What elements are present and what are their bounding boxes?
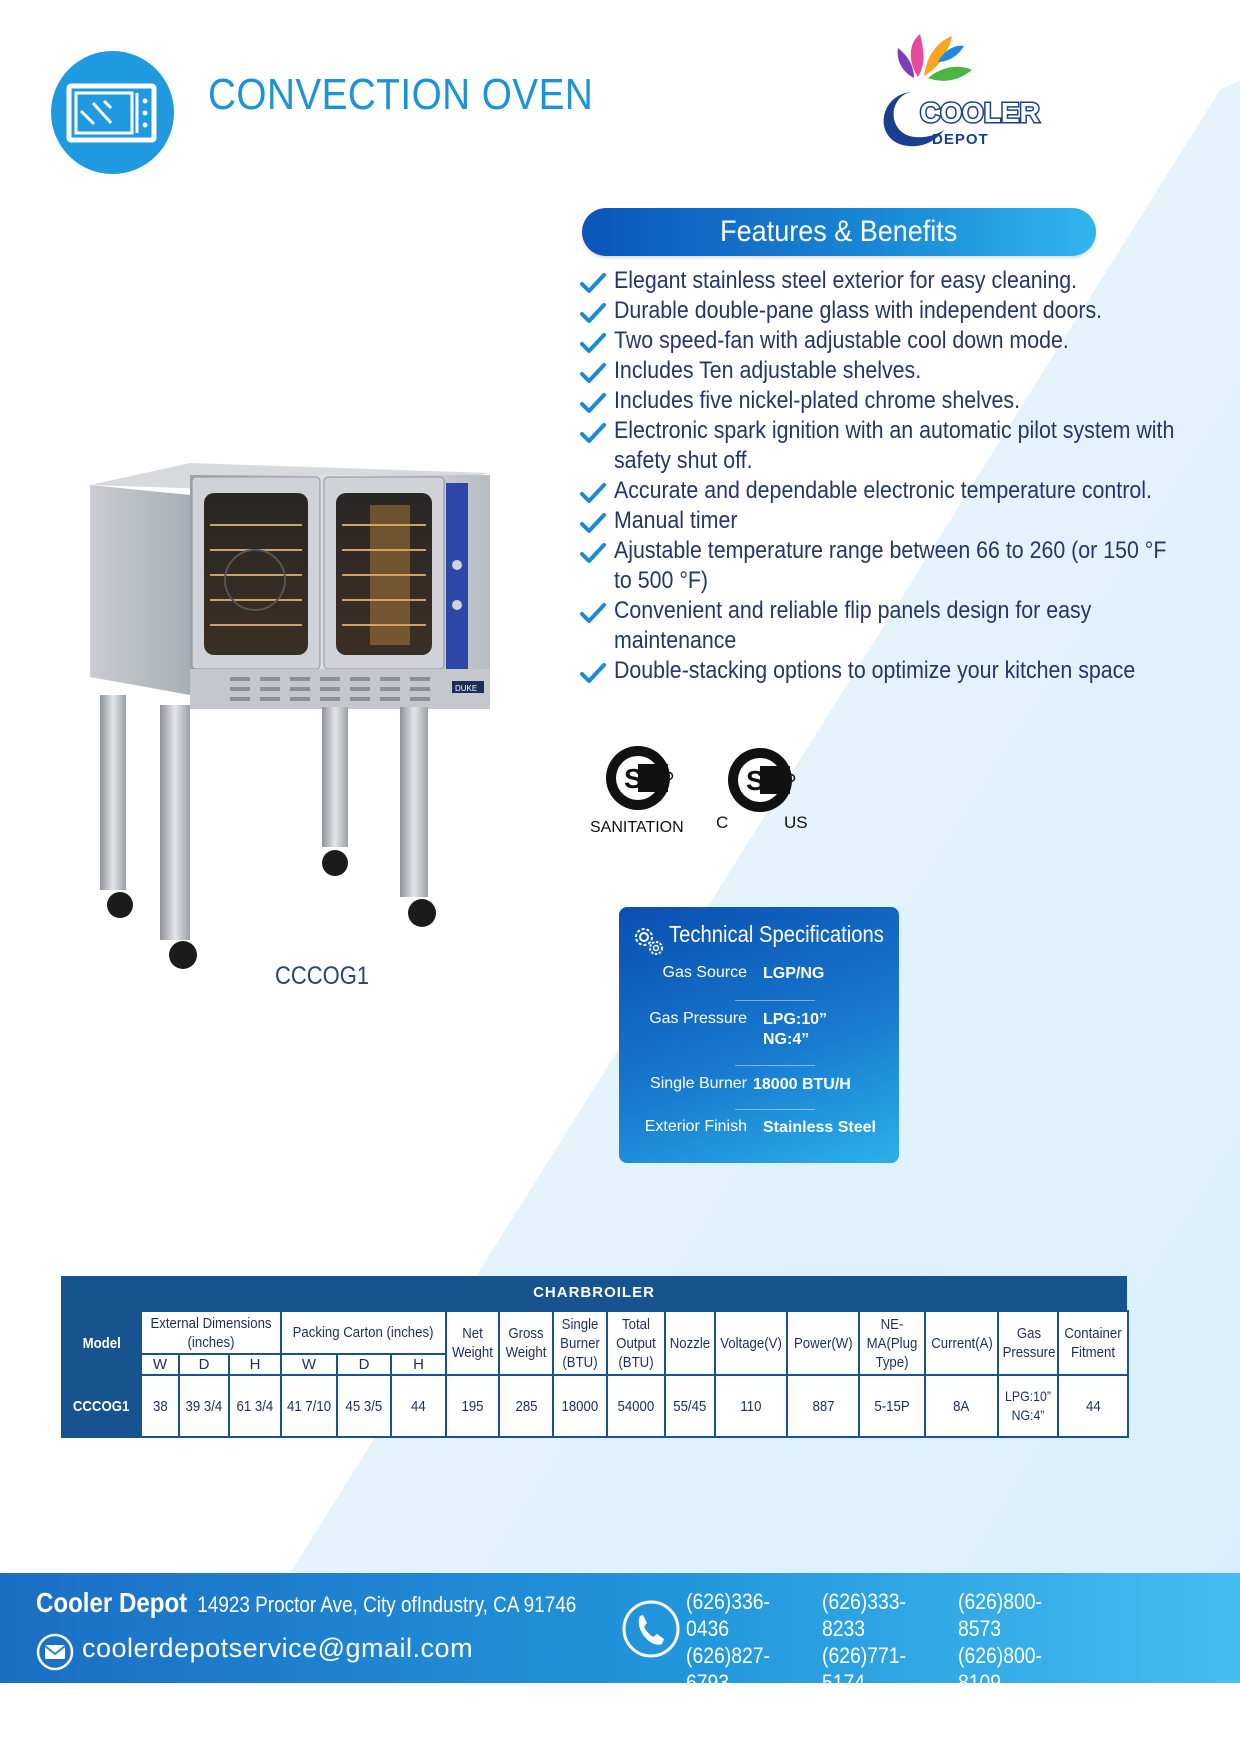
checkmark-icon <box>580 542 606 564</box>
feature-text: Includes five nickel-plated chrome shelves. <box>614 387 1021 414</box>
product-model-caption: CCCOG1 <box>275 962 370 990</box>
header-nozzle: Nozzle <box>665 1311 715 1375</box>
header-packing-carton: Packing Carton (inches) <box>281 1311 446 1354</box>
header-plug-type: NE-MA(Plug Type) <box>859 1311 925 1375</box>
oven-badge-icon <box>51 51 174 174</box>
spec-divider <box>735 1065 815 1066</box>
csa-c-us-mark <box>710 740 820 840</box>
checkmark-icon <box>580 482 606 504</box>
cell-gas: LPG:10” NG:4” <box>998 1375 1058 1437</box>
spec-divider <box>735 1000 815 1001</box>
cell-container: 44 <box>1058 1375 1128 1437</box>
header-net-weight: Net Weight <box>446 1311 499 1375</box>
checkmark-icon <box>580 602 606 624</box>
header-voltage: Voltage(V) <box>715 1311 787 1375</box>
feature-item <box>580 386 1190 416</box>
cell-gross: 285 <box>499 1375 553 1437</box>
phone-number[interactable]: (626)665-1926 <box>958 1697 1042 1749</box>
mail-icon <box>35 1632 75 1672</box>
feature-item <box>580 476 1190 506</box>
checkmark-icon <box>580 362 606 384</box>
brand-logo <box>868 22 1048 152</box>
feature-text: Durable double-pane glass with independent doors. <box>614 297 1103 324</box>
table-row <box>62 1375 1128 1437</box>
feature-text: Manual timer <box>614 507 738 534</box>
header-container-fitment: Container Fitment <box>1058 1311 1128 1375</box>
feature-text: Double-stacking options to optimize your kitchen space <box>614 657 1136 684</box>
csa-sanitation-mark <box>586 740 696 840</box>
charbroiler-table <box>61 1276 1127 1438</box>
cell-ext-d: 39 3/4 <box>179 1375 229 1437</box>
brand-name-text: COOLER <box>920 97 1040 128</box>
cell-pack-d: 45 3/5 <box>337 1375 391 1437</box>
brand-sub-text: DEPOT <box>932 131 989 148</box>
cell-pack-w: 41 7/10 <box>281 1375 337 1437</box>
header-total-output: Total Output (BTU) <box>607 1311 665 1375</box>
cell-current: 8A <box>925 1375 998 1437</box>
cell-power: 887 <box>787 1375 859 1437</box>
cell-ext-h: 61 3/4 <box>229 1375 281 1437</box>
spec-value: Stainless Steel <box>763 1119 876 1136</box>
header-ext-d: D <box>179 1354 229 1375</box>
feature-text: Two speed-fan with adjustable cool down mode. <box>614 327 1069 354</box>
phone-number[interactable]: (626)800-8573 <box>958 1589 1042 1641</box>
spec-key: Single Burner <box>650 1075 747 1092</box>
header-pack-d: D <box>337 1354 391 1375</box>
feature-item <box>580 326 1190 356</box>
phone-number[interactable]: (626)333-8233 <box>822 1589 906 1641</box>
footer-phone-list <box>686 1588 1226 1750</box>
feature-item <box>580 296 1190 326</box>
cell-net: 195 <box>446 1375 499 1437</box>
spec-key: Gas Source <box>662 964 747 981</box>
phone-number[interactable]: (626)827-6793 <box>686 1643 770 1695</box>
header-ext-h: H <box>229 1354 281 1375</box>
cell-total: 54000 <box>607 1375 665 1437</box>
svg-text:SA: SA <box>624 763 663 794</box>
feature-item <box>580 416 1190 476</box>
company-name: Cooler Depot <box>36 1587 188 1618</box>
spec-value: 18000 BTU/H <box>753 1076 851 1093</box>
feature-text: Elegant stainless steel exterior for easy cleaning. <box>614 267 1078 294</box>
spec-divider <box>735 1109 815 1110</box>
svg-text:SA: SA <box>746 765 785 796</box>
technical-specifications-card <box>619 907 899 1163</box>
header-pack-h: H <box>391 1354 446 1375</box>
header-current: Current(A) <box>925 1311 998 1375</box>
feature-text: Ajustable temperature range between 66 to 260 (or 150 °F to 500 °F) <box>614 537 1167 594</box>
features-list <box>580 266 1190 686</box>
phone-number[interactable]: (626)336-0436 <box>686 1589 770 1641</box>
phone-icon <box>620 1598 682 1660</box>
phone-number[interactable]: (626)800-7215 <box>822 1697 906 1749</box>
spec-value: LGP/NG <box>763 965 825 982</box>
feature-item <box>580 356 1190 386</box>
technical-specifications-title: Technical Specifications <box>669 921 884 947</box>
checkmark-icon <box>580 422 606 444</box>
checkmark-icon <box>580 512 606 534</box>
phone-number[interactable]: (626)506-1381 <box>686 1697 770 1749</box>
sanitation-label: SANITATION <box>590 819 684 836</box>
checkmark-icon <box>580 392 606 414</box>
features-heading: Features & Benefits <box>582 208 1096 256</box>
phone-number[interactable]: (626)800-8109 <box>958 1643 1042 1695</box>
cell-plug: 5-15P <box>859 1375 925 1437</box>
us-label: US <box>784 813 808 832</box>
header-gas-pressure: Gas Pressure <box>998 1311 1058 1375</box>
door-brand-badge: DUKE <box>455 684 478 693</box>
header-external-dimensions: External Dimensions (inches) <box>141 1311 281 1354</box>
feature-item <box>580 266 1190 296</box>
footer-company <box>36 1587 576 1619</box>
cell-nozzle: 55/45 <box>665 1375 715 1437</box>
header-gross-weight: Gross Weight <box>499 1311 553 1375</box>
feature-text: Accurate and dependable electronic temperature control. <box>614 477 1152 504</box>
feature-item <box>580 596 1190 656</box>
feature-item <box>580 506 1190 536</box>
header-power: Power(W) <box>787 1311 859 1375</box>
spec-value: LPG:10” NG:4” <box>763 1011 828 1048</box>
feature-text: Includes Ten adjustable shelves. <box>614 357 922 384</box>
header-ext-w: W <box>141 1354 179 1375</box>
checkmark-icon <box>580 662 606 684</box>
feature-text: Convenient and reliable flip panels design for easy maintenance <box>614 597 1092 654</box>
feature-item <box>580 656 1190 686</box>
checkmark-icon <box>580 272 606 294</box>
cell-pack-h: 44 <box>391 1375 446 1437</box>
cell-model: CCCOG1 <box>62 1375 141 1437</box>
spec-key: Gas Pressure <box>649 1010 747 1027</box>
header-pack-w: W <box>281 1354 337 1375</box>
footer-email-link[interactable]: coolerdepotservice@gmail.com <box>82 1633 474 1663</box>
header-single-burner: Single Burner (BTU) <box>553 1311 607 1375</box>
c-label: C <box>716 813 729 832</box>
cell-single: 18000 <box>553 1375 607 1437</box>
page-title: CONVECTION OVEN <box>208 70 594 119</box>
checkmark-icon <box>580 332 606 354</box>
table-caption: CHARBROILER <box>61 1276 1127 1310</box>
company-address: 14923 Proctor Ave, City ofIndustry, CA 91746 <box>197 1592 577 1617</box>
checkmark-icon <box>580 302 606 324</box>
feature-text: Electronic spark ignition with an automatic pilot system with safety shut off. <box>614 417 1175 474</box>
header-model: Model <box>62 1311 141 1375</box>
cell-voltage: 110 <box>715 1375 787 1437</box>
feature-item <box>580 536 1190 596</box>
convection-oven-image <box>80 455 500 980</box>
phone-number[interactable]: (626)771-5174 <box>822 1643 906 1695</box>
cell-ext-w: 38 <box>141 1375 179 1437</box>
spec-key: Exterior Finish <box>644 1118 747 1135</box>
gears-icon <box>631 923 665 957</box>
